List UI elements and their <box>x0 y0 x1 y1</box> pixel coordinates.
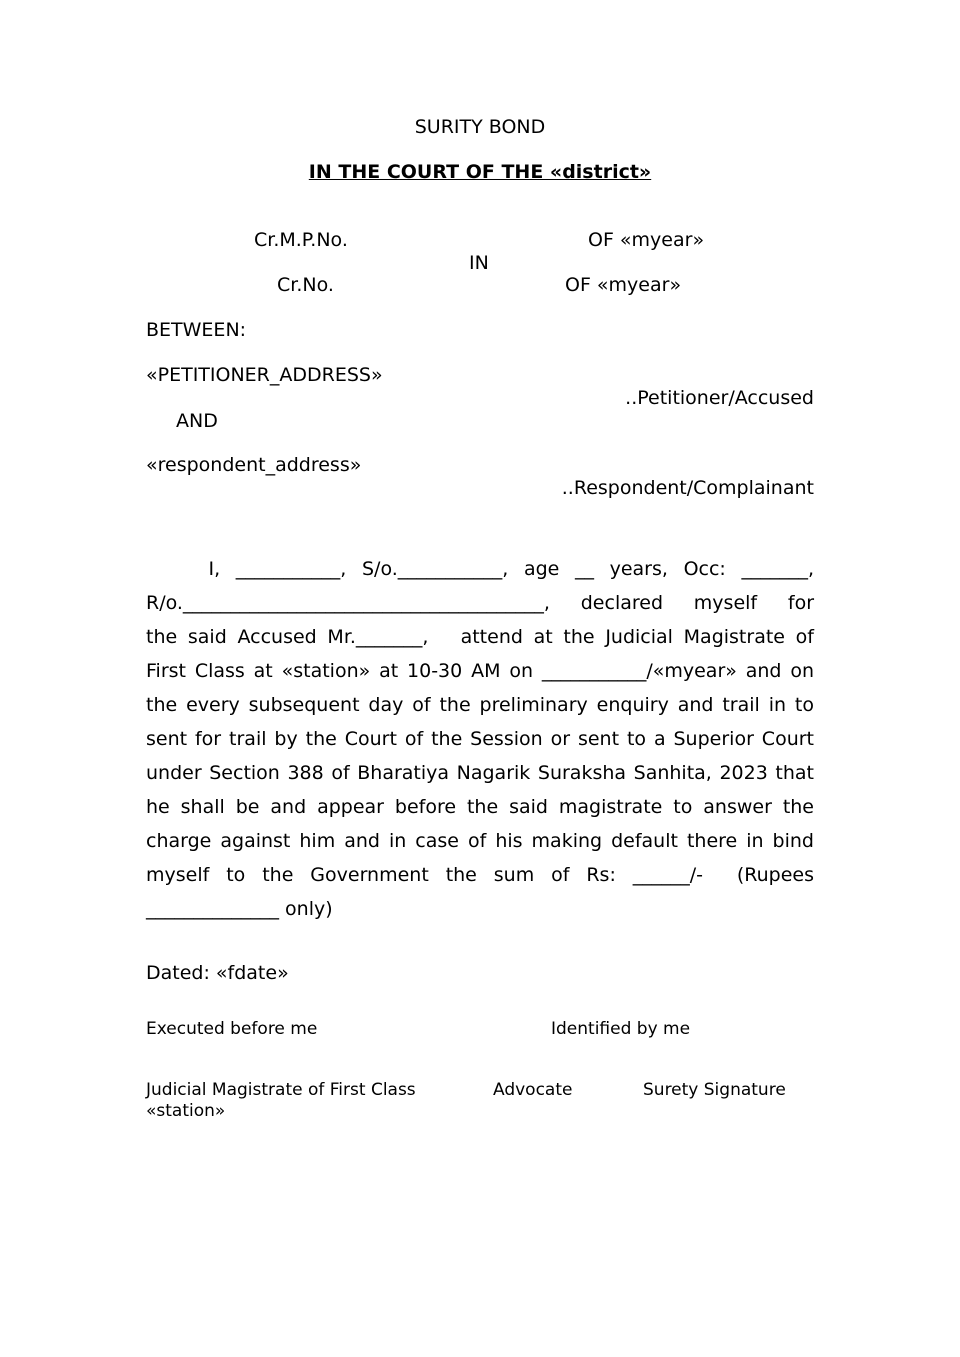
court-heading: IN THE COURT OF THE «district» <box>308 161 652 183</box>
identified-label: Identified by me <box>551 1019 691 1039</box>
respondent-address: «respondent_address» <box>146 454 362 476</box>
body-line: charge against him and in case of his making default there in bind <box>146 830 814 852</box>
dated-line: Dated: «fdate» <box>146 962 289 984</box>
advocate-signature: Advocate <box>493 1080 573 1100</box>
body-line: I, ___________, S/o.___________, age __ years, Occ: _______, <box>146 558 814 580</box>
petitioner-address: «PETITIONER_ADDRESS» <box>146 364 383 386</box>
crno-year: OF «myear» <box>565 274 682 296</box>
body-line: under Section 388 of Bharatiya Nagarik Suraksha Sanhita, 2023 that <box>146 762 814 784</box>
body-line: the said Accused Mr._______, attend at the Judicial Magistrate of <box>146 626 814 648</box>
magistrate-station: «station» <box>146 1101 226 1121</box>
executed-label: Executed before me <box>146 1019 318 1039</box>
crmp-year: OF «myear» <box>588 229 705 251</box>
body-line: First Class at «station» at 10-30 AM on ___________/«myear» and on <box>146 660 814 682</box>
body-line: ______________ only) <box>146 898 333 920</box>
respondent-role: ..Respondent/Complainant <box>561 477 814 499</box>
crno-label: Cr.No. <box>277 274 334 296</box>
body-line: myself to the Government the sum of Rs: ______/- (Rupees <box>146 864 814 886</box>
petitioner-role: ..Petitioner/Accused <box>625 387 814 409</box>
in-label: IN <box>469 252 489 274</box>
and-label: AND <box>176 410 218 432</box>
body-line: sent for trail by the Court of the Session or sent to a Superior Court <box>146 728 814 750</box>
magistrate-signature: Judicial Magistrate of First Class <box>146 1080 416 1100</box>
between-label: BETWEEN: <box>146 319 247 341</box>
body-line: R/o.______________________________________, declared myself for <box>146 592 814 614</box>
document-title: SURITY BOND <box>414 116 546 138</box>
body-line: the every subsequent day of the preliminary enquiry and trail in to <box>146 694 814 716</box>
surety-signature: Surety Signature <box>643 1080 786 1100</box>
body-line: he shall be and appear before the said magistrate to answer the <box>146 796 814 818</box>
bond-body <box>146 552 814 926</box>
crmp-label: Cr.M.P.No. <box>254 229 348 251</box>
